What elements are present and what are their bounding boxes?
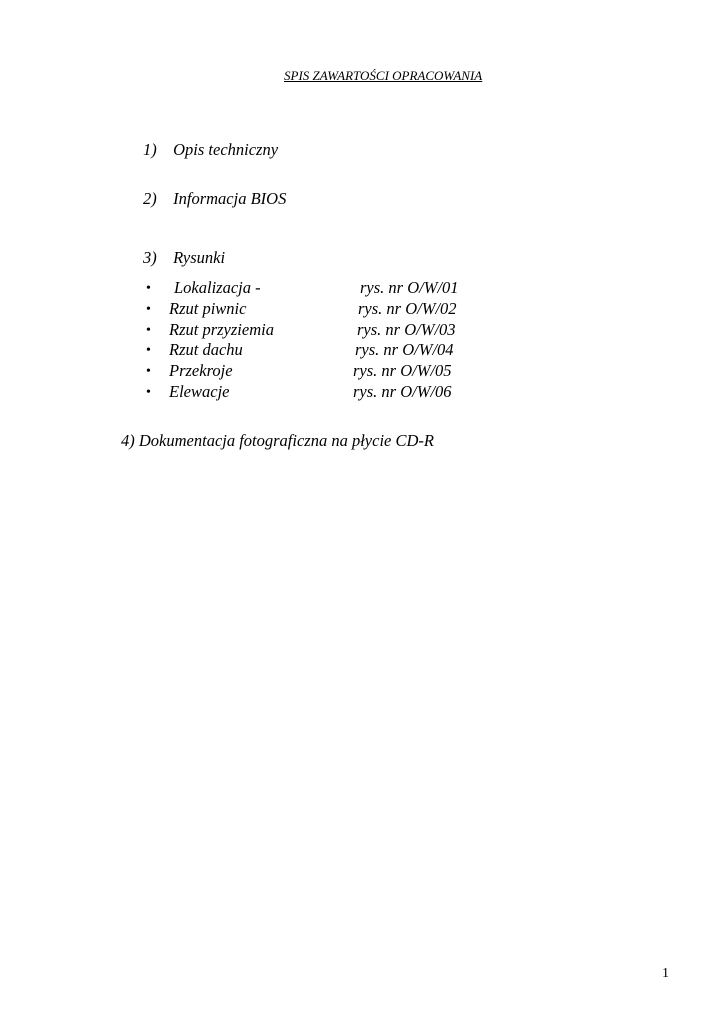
toc-section-photo-documentation	[121, 431, 434, 451]
drawing-name: Rzut piwnic	[169, 298, 247, 318]
document-title: SPIS ZAWARTOŚCI OPRACOWANIA	[284, 68, 483, 83]
section-label: Opis techniczny	[173, 140, 279, 159]
bullet-icon: •	[146, 364, 151, 380]
drawing-reference: rys. nr O/W/05	[353, 361, 452, 381]
drawing-reference: rys. nr O/W/06	[353, 381, 452, 401]
bullet-icon: •	[146, 322, 151, 338]
drawing-reference: rys. nr O/W/04	[355, 340, 454, 360]
toc-section-drawings	[143, 248, 225, 268]
toc-section-technical-description	[143, 140, 278, 160]
drawing-name: Rzut przyziemia	[169, 319, 274, 339]
bullet-icon: •	[146, 281, 151, 296]
section-label: Rysunki	[173, 248, 226, 267]
drawing-name: Przekroje	[169, 361, 233, 381]
bullet-icon: •	[146, 384, 151, 400]
section-number: 2)	[143, 189, 157, 208]
page-number: 1	[662, 966, 669, 981]
section-number: 1)	[143, 140, 157, 159]
section-number: 4)	[121, 431, 135, 450]
drawing-name: Rzut dachu	[169, 340, 243, 360]
drawing-name: Elewacje	[169, 381, 230, 401]
drawing-reference: rys. nr O/W/01	[360, 278, 459, 297]
bullet-icon: •	[146, 301, 151, 317]
drawing-name: Lokalizacja -	[174, 278, 261, 297]
bullet-icon: •	[146, 343, 151, 359]
section-label: Informacja BIOS	[173, 189, 287, 208]
toc-section-bios-information	[143, 189, 286, 209]
section-number: 3)	[143, 248, 157, 267]
drawing-reference: rys. nr O/W/02	[358, 298, 457, 318]
drawing-reference: rys. nr O/W/03	[357, 319, 456, 339]
section-label: Dokumentacja fotograficzna na płycie CD-R	[138, 431, 434, 450]
